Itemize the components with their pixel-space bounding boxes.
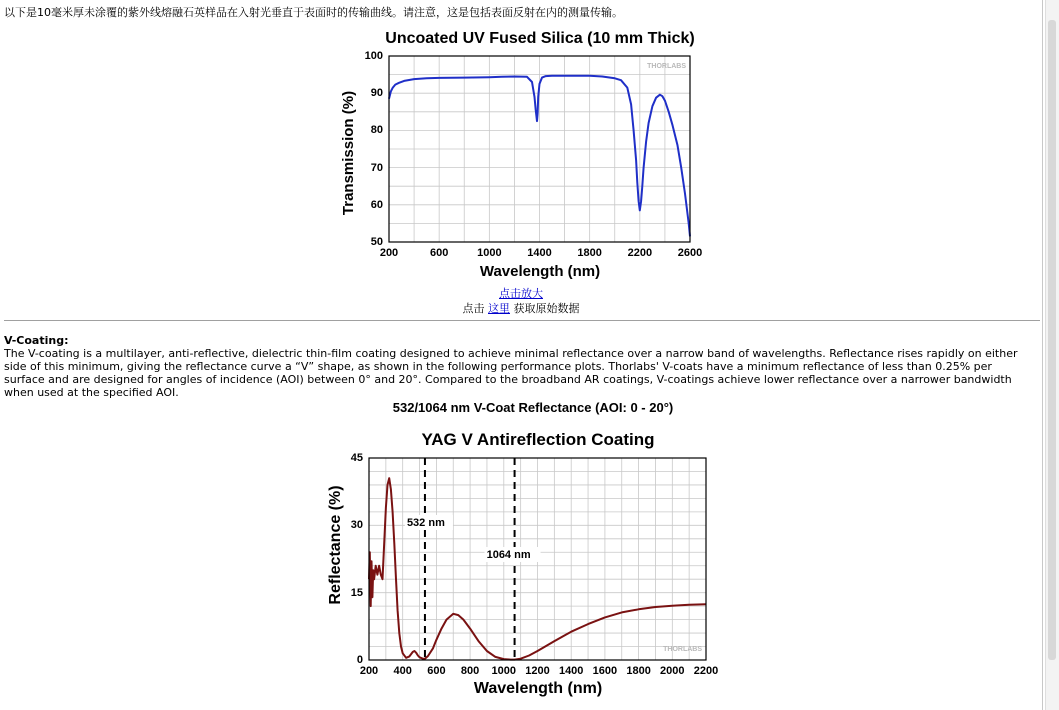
x-tick-label: 200 [379, 247, 399, 259]
x-tick-label: 1800 [626, 665, 651, 677]
x-tick-label: 1800 [577, 247, 602, 259]
watermark-logo: THORLABS [663, 646, 702, 653]
x-tick-label: 600 [427, 665, 446, 677]
y-tick-label: 100 [364, 50, 383, 62]
raw-data-link[interactable]: 这里 [488, 302, 510, 315]
scrollbar-thumb[interactable] [1048, 20, 1056, 660]
raw-data-suffix: 获取原始数据 [513, 302, 580, 315]
y-tick-label: 0 [356, 654, 363, 666]
x-tick-label: 1000 [491, 665, 517, 677]
content-border [1042, 0, 1043, 710]
y-tick-label: 80 [370, 124, 383, 137]
x-tick-label: 2200 [627, 247, 653, 259]
chart1-ylabel: Transmission (%) [340, 90, 357, 216]
y-tick-label: 45 [350, 452, 363, 464]
raw-data-prefix: 点击 [462, 302, 485, 315]
y-tick-label: 70 [370, 161, 383, 174]
annotation-label-532: 532 nm [406, 517, 445, 529]
x-tick-label: 1600 [592, 665, 618, 677]
y-tick-label: 50 [370, 236, 383, 248]
x-tick-label: 2200 [693, 665, 719, 677]
chart2-ylabel: Reflectance (%) [327, 485, 344, 605]
vcoat-description: The V-coating is a multilayer, anti-reflective, dielectric thin-film coating designed to achieve minimal reflectance over a narrow band of wavelengths. Reflectance rises rapidly on either side of this minimum, giving the reflectance curve a “V” shape, as shown in the following performance plots. Thorlabs' V-coats have a minimum reflectance of less than 0.25% per surface and are designed for angles of incidence (AOI) between 0° and 20°. Compared to the broadband AR coatings, V-coatings achieve lower reflectance over a narrower bandwidth when used at the specified AOI. [4, 347, 1018, 399]
intro-text: 以下是10毫米厚未涂覆的紫外线熔融石英样品在入射光垂直于表面时的传输曲线。请注意，这是包括表面反射在内的测量传输。 [4, 6, 623, 19]
x-tick-label: 1000 [477, 247, 502, 259]
chart2-title: YAG V Antireflection Coating [421, 430, 655, 449]
click-enlarge-link[interactable]: 点击放大 [499, 287, 543, 300]
y-tick-label: 30 [350, 519, 363, 532]
y-tick-label: 60 [370, 198, 383, 211]
x-tick-label: 200 [359, 665, 379, 677]
y-tick-label: 90 [370, 87, 383, 100]
vcoat-heading: V-Coating: [4, 334, 69, 347]
watermark-logo: THORLABS [647, 63, 686, 70]
annotation-label-1064: 1064 nm [486, 549, 531, 561]
chart1-xlabel: Wavelength (nm) [479, 263, 601, 280]
chart1-title: Uncoated UV Fused Silica (10 mm Thick) [385, 30, 695, 47]
x-tick-label: 800 [460, 665, 480, 677]
x-tick-label: 2000 [660, 665, 685, 677]
x-tick-label: 1400 [527, 247, 552, 259]
x-tick-label: 600 [429, 247, 449, 259]
x-tick-label: 1200 [525, 665, 550, 677]
x-tick-label: 400 [393, 665, 412, 677]
y-tick-label: 15 [350, 586, 363, 599]
x-tick-label: 2600 [677, 247, 703, 259]
vcoat-plot-caption: 532/1064 nm V-Coat Reflectance (AOI: 0 - 20°) [392, 400, 674, 415]
x-tick-label: 1400 [558, 665, 584, 677]
chart2-xlabel: Wavelength (nm) [473, 680, 603, 697]
